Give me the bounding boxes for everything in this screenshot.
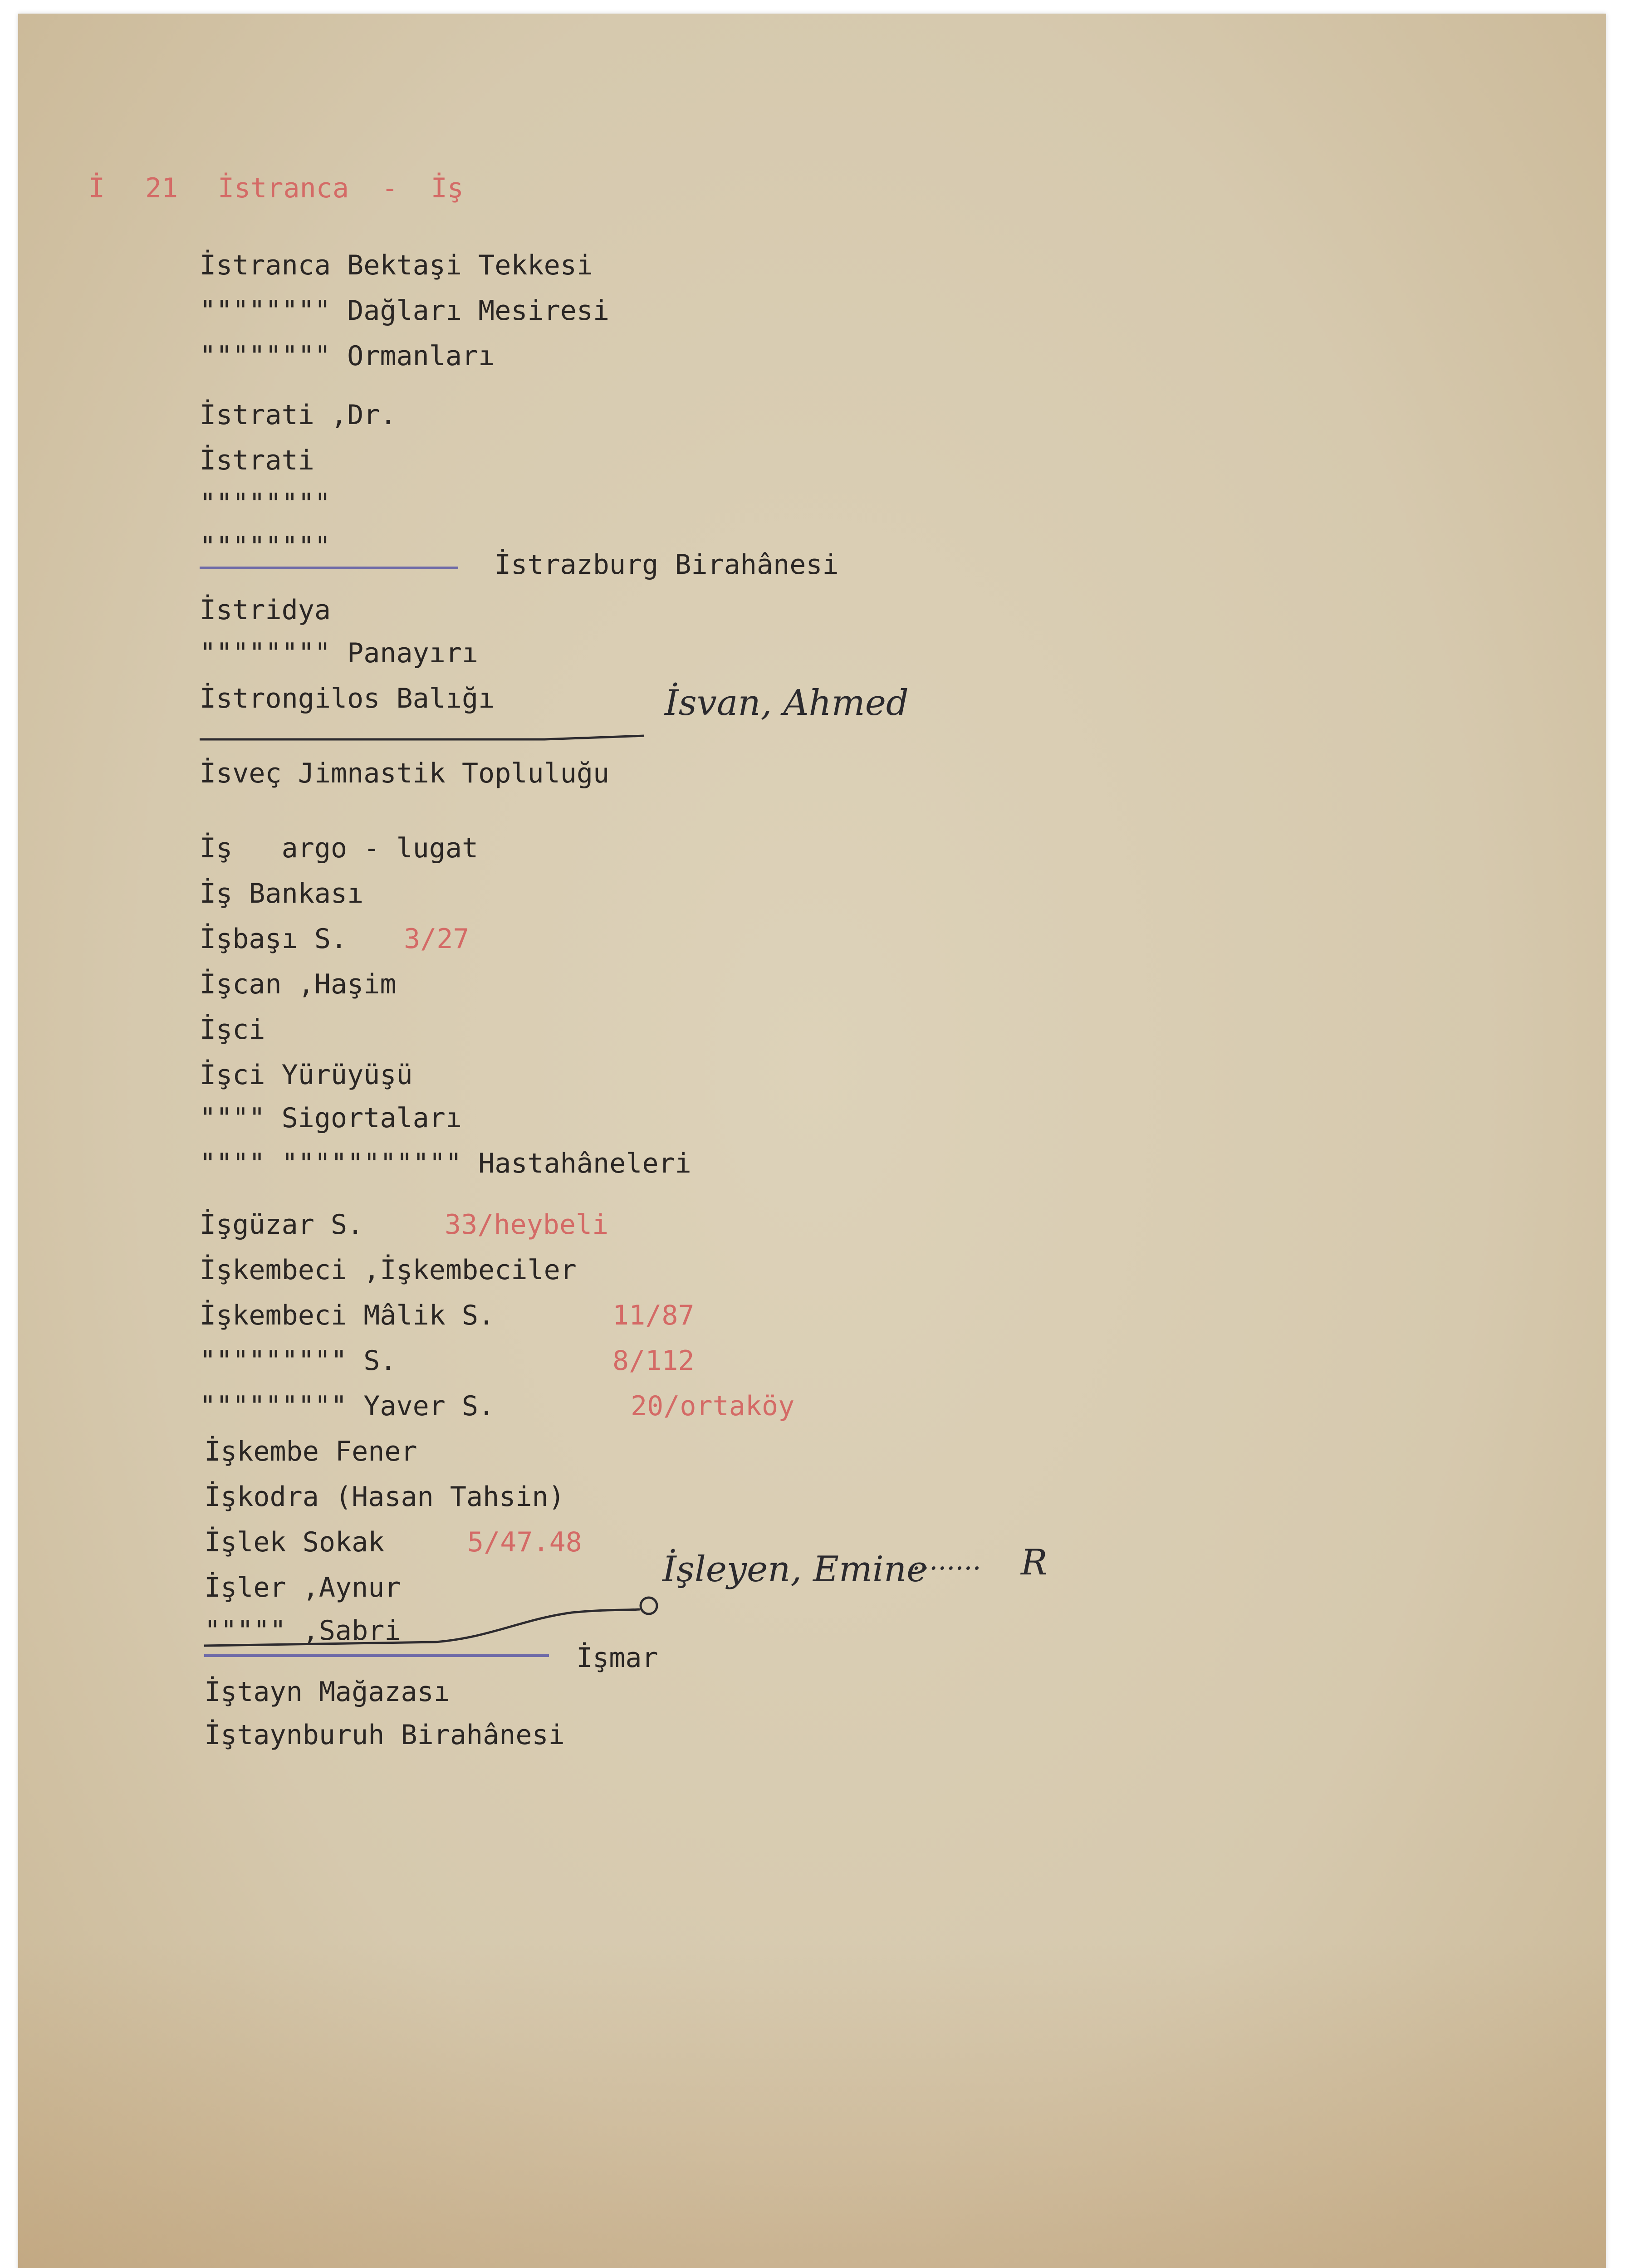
entry-23-note: 8/112 — [612, 1345, 695, 1377]
handwritten-dots: ........ — [912, 1545, 981, 1576]
header-letter: İ — [88, 172, 105, 204]
entry-20-note: 33/heybeli — [445, 1209, 609, 1241]
entry-31: İştayn Mağazası — [204, 1676, 450, 1708]
circle-mark — [641, 1598, 657, 1614]
header-range: İstranca - İş — [218, 172, 464, 204]
entry-5: """""""" — [200, 488, 331, 519]
entry-26: İşkodra (Hasan Tahsin) — [204, 1481, 565, 1513]
entry-16: İşci — [200, 1014, 265, 1046]
entry-30: İşmar — [576, 1642, 658, 1674]
entry-13: İş Bankası — [200, 878, 364, 909]
entry-0: İstranca Bektaşi Tekkesi — [200, 249, 593, 281]
entry-17: İşci Yürüyüşü — [200, 1059, 413, 1091]
entry-20: İşgüzar S. — [200, 1209, 364, 1241]
entry-27: İşlek Sokak — [204, 1526, 385, 1558]
entry-14-note: 3/27 — [404, 923, 470, 955]
entry-3: İstrati ,Dr. — [200, 399, 397, 431]
entry-25: İşkembe Fener — [204, 1436, 417, 1467]
entry-21: İşkembeci ,İşkembeciler — [200, 1254, 577, 1286]
entry-19: """" """"""""""" Hastahâneleri — [200, 1148, 691, 1179]
entry-4: İstrati — [200, 445, 314, 476]
entry-18: """" Sigortaları — [200, 1102, 462, 1134]
entry-23: """"""""" S. — [200, 1345, 397, 1377]
entry-15: İşcan ,Haşim — [200, 968, 397, 1000]
entry-22: İşkembeci Mâlik S. — [200, 1300, 495, 1331]
entry-14: İşbaşı S. — [200, 923, 348, 955]
entry-24-note: 20/ortaköy — [631, 1390, 795, 1422]
entry-11: İsveç Jimnastik Topluluğu — [200, 758, 610, 789]
entry-29: """"" ,Sabri — [204, 1615, 401, 1647]
handwritten-isleyen: İşleyen, Emine — [662, 1549, 928, 1590]
entry-32: İştaynburuh Birahânesi — [204, 1719, 565, 1751]
entry-7: İstrazburg Birahânesi — [495, 549, 839, 581]
handwritten-mark: R — [1021, 1542, 1048, 1583]
black-underline-1 — [200, 736, 644, 739]
entry-24: """"""""" Yaver S. — [200, 1390, 495, 1422]
header-number: 21 — [145, 172, 178, 204]
entry-28: İşler ,Aynur — [204, 1572, 401, 1603]
entry-2: """""""" Ormanları — [200, 340, 495, 372]
entry-12: İş argo - lugat — [200, 832, 479, 864]
black-curve-underline — [204, 1609, 640, 1646]
entry-27-note: 5/47.48 — [467, 1526, 582, 1558]
entry-22-note: 11/87 — [612, 1300, 695, 1331]
entry-10: İstrongilos Balığı — [200, 683, 495, 714]
entry-9: """""""" Panayırı — [200, 637, 479, 669]
entry-1: """""""" Dağları Mesiresi — [200, 295, 610, 327]
entry-6: """""""" — [200, 531, 331, 562]
entry-8: İstridya — [200, 594, 331, 626]
handwritten-isvan: İsvan, Ahmed — [665, 683, 909, 723]
